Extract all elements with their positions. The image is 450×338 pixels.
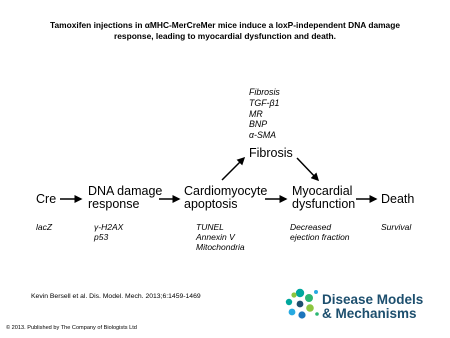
dna-damage-label: response	[88, 197, 140, 211]
cre-marker: lacZ	[36, 222, 53, 232]
dna-marker: γ-H2AX	[94, 222, 124, 232]
fibrosis-marker: TGF-β1	[249, 97, 280, 108]
myocardial-label: Myocardial	[292, 184, 353, 198]
death-marker-list	[381, 222, 411, 232]
apoptosis-marker-list	[196, 222, 245, 252]
cre-marker-list	[36, 222, 52, 232]
myocardial-dysfunction-node	[292, 185, 355, 211]
arrow-fibrosis-to-myocardial	[297, 158, 318, 180]
journal-logo-line2: & Mechanisms	[322, 306, 417, 321]
apoptosis-label: apoptosis	[184, 197, 238, 211]
dna-marker: p53	[94, 232, 109, 242]
apoptosis-node	[184, 185, 267, 211]
apoptosis-marker: Mitochondria	[196, 242, 245, 252]
figure-title-line2: response, leading to myocardial dysfunction and death.	[114, 31, 336, 41]
copyright: © 2013. Published by The Company of Biologists Ltd	[6, 325, 137, 331]
myocardial-marker: Decreased	[290, 222, 332, 232]
dna-damage-node	[88, 185, 162, 211]
arrow-apoptosis-to-fibrosis	[222, 158, 244, 180]
fibrosis-node: Fibrosis	[249, 146, 293, 160]
myocardial-label: dysfunction	[292, 197, 356, 211]
citation: Kevin Bersell et al. Dis. Model. Mech. 2013;6:1459-1469	[31, 293, 201, 300]
fibrosis-marker: Fibrosis	[249, 87, 280, 97]
figure-title-line1: Tamoxifen injections in αMHC-MerCreMer mice induce a loxP-independent DNA damage	[50, 20, 400, 30]
dna-marker-list	[94, 222, 123, 242]
death-marker: Survival	[381, 222, 412, 232]
myocardial-marker-list	[290, 222, 350, 242]
dna-damage-label: DNA damage	[88, 184, 163, 198]
fibrosis-marker-list	[249, 87, 280, 141]
myocardial-marker: ejection fraction	[290, 232, 350, 242]
fibrosis-marker: α-SMA	[249, 130, 277, 141]
death-node: Death	[381, 192, 415, 206]
cre-node: Cre	[36, 192, 57, 206]
apoptosis-label: Cardiomyocyte	[184, 184, 268, 198]
journal-logo-line1: Disease Models	[322, 292, 424, 307]
fibrosis-marker: BNP	[249, 119, 268, 130]
apoptosis-marker: TUNEL	[196, 222, 224, 232]
apoptosis-marker: Annexin V	[196, 232, 235, 242]
fibrosis-marker: MR	[249, 108, 263, 119]
